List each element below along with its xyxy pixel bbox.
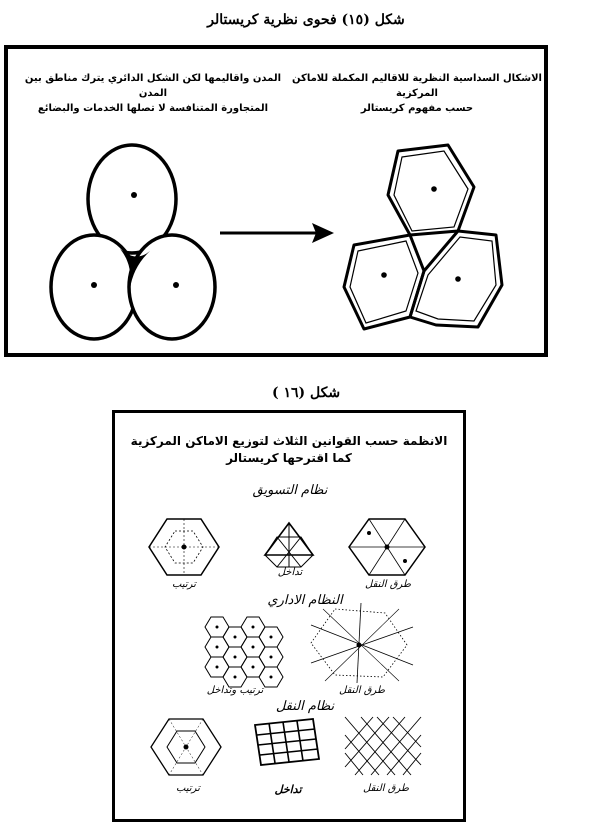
hexagon-description-line1: الاشكال السداسية النظرية للاقاليم المكملة للاماكن المركزية	[292, 73, 542, 99]
transport-label-ordering: ترتيب	[176, 783, 200, 794]
hexagon-description-line2: حسب مفهوم كريستالر	[360, 103, 474, 114]
marketing-label-ordering: ترتيب	[172, 579, 196, 590]
circle-description-line1: المدن واقاليمها لكن الشكل الدائري يترك مناطق بين المدن	[24, 73, 282, 99]
figure-16-title-line2: كما اقترحها كريستالر	[226, 451, 352, 465]
figure-16-frame	[112, 410, 466, 822]
transport-ordering-diagram	[151, 719, 221, 775]
hexagon-market-area-top	[388, 145, 474, 235]
section-marketing-heading: نظام التسويق	[252, 483, 328, 498]
hexagons-diagram	[8, 49, 548, 353]
circle-description-line2: المتجاورة المتنافسة لا تصلها الخدمات والبضائع	[37, 103, 269, 114]
administrative-label-ordering-overlap: ترتيب وتداخل	[206, 685, 264, 696]
figure-16-title-line1: الانظمة حسب القوانين الثلاث لتوزيع الاماكن المركزية	[130, 434, 448, 448]
transport-label-overlap: تداخل	[274, 783, 302, 796]
transport-overlap-diagram	[255, 719, 319, 765]
city-dot	[381, 272, 387, 278]
figure-15-caption: شكل (١٥) فحوى نظرية كريستالر	[207, 12, 405, 28]
transport-system-diagrams	[115, 413, 463, 819]
marketing-label-transport: طرق النقل	[365, 579, 411, 590]
administrative-label-transport: طرق النقل	[339, 685, 385, 696]
transport-label-transport: طرق النقل	[363, 783, 409, 794]
city-dot	[431, 186, 437, 192]
figure-15-frame	[4, 45, 548, 357]
section-transport-heading: نظام النقل	[275, 699, 335, 714]
section-administrative-heading: النظام الاداري	[267, 593, 343, 608]
marketing-label-overlap: تداخل	[277, 567, 303, 578]
transport-transport-diagram	[345, 717, 421, 775]
city-dot	[455, 276, 461, 282]
figure-16-caption: شكل (١٦ )	[271, 385, 341, 401]
